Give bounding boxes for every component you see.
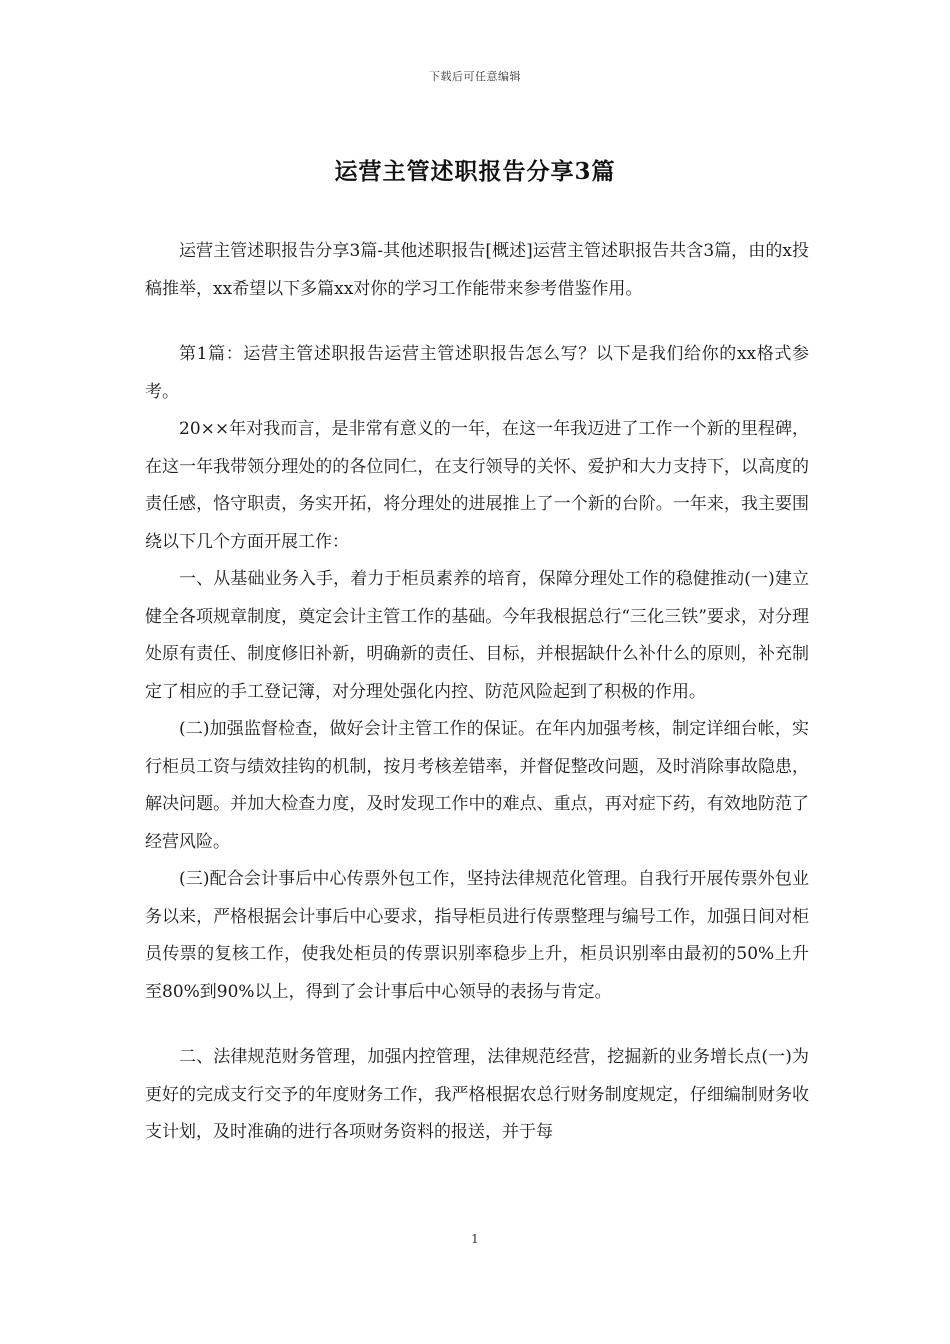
- paragraph-point-two: (二)加强监督检查，做好会计主管工作的保证。在年内加强考核，制定详细台帐，实行柜员工资与绩效挂钩的机制，按月考核差错率，并督促整改问题，及时消除事故隐患，解决问题。并加大检查力度，及时发现工作中的难点、重点，再对症下药，有效地防范了经营风险。: [145, 719, 809, 852]
- document-title: 运营主管述职报告分享3篇: [334, 158, 616, 185]
- paragraph-section-intro: 第1篇：运营主管述职报告运营主管述职报告怎么写？以下是我们给你的xx格式参考。: [145, 344, 809, 402]
- header-note: 下载后可任意编辑: [429, 70, 521, 83]
- document-body: [145, 233, 809, 1152]
- paragraph-year-overview: 20××年对我而言，是非常有意义的一年，在这一年我迈进了工作一个新的里程碑，在这一年我带领分理处的的各位同仁，在支行领导的关怀、爱护和大力支持下，以高度的责任感，恪守职责，务实开拓，将分理处的进展推上了一个新的台阶。一年来，我主要围绕以下几个方面开展工作：: [145, 419, 809, 552]
- page-number: 1: [471, 1232, 479, 1246]
- paragraph-section-two: 二、法律规范财务管理，加强内控管理，法律规范经营，挖掘新的业务增长点(一)为更好的完成支行交予的年度财务工作，我严格根据农总行财务制度规定，仔细编制财务收支计划，及时准确的进行各项财务资料的报送，并于每: [145, 1047, 809, 1142]
- paragraph-point-three: (三)配合会计事后中心传票外包工作，坚持法律规范化管理。自我行开展传票外包业务以来，严格根据会计事后中心要求，指导柜员进行传票整理与编号工作，加强日间对柜员传票的复核工作，使我处柜员的传票识别率稳步上升，柜员识别率由最初的50%上升至80%到90%以上，得到了会计事后中心领导的表扬与肯定。: [145, 869, 809, 1002]
- paragraph-point-one: 一、从基础业务入手，着力于柜员素养的培育，保障分理处工作的稳健推动(一)建立健全各项规章制度，奠定会计主管工作的基础。今年我根据总行“三化三铁”要求，对分理处原有责任、制度修旧补新，明确新的责任、目标，并根据缺什么补什么的原则，补充制定了相应的手工登记簿，对分理处强化内控、防范风险起到了积极的作用。: [145, 569, 809, 702]
- paragraph-summary: 运营主管述职报告分享3篇-其他述职报告[概述]运营主管述职报告共含3篇，由的x投稿推举，xx希望以下多篇xx对你的学习工作能带来参考借鉴作用。: [145, 241, 809, 299]
